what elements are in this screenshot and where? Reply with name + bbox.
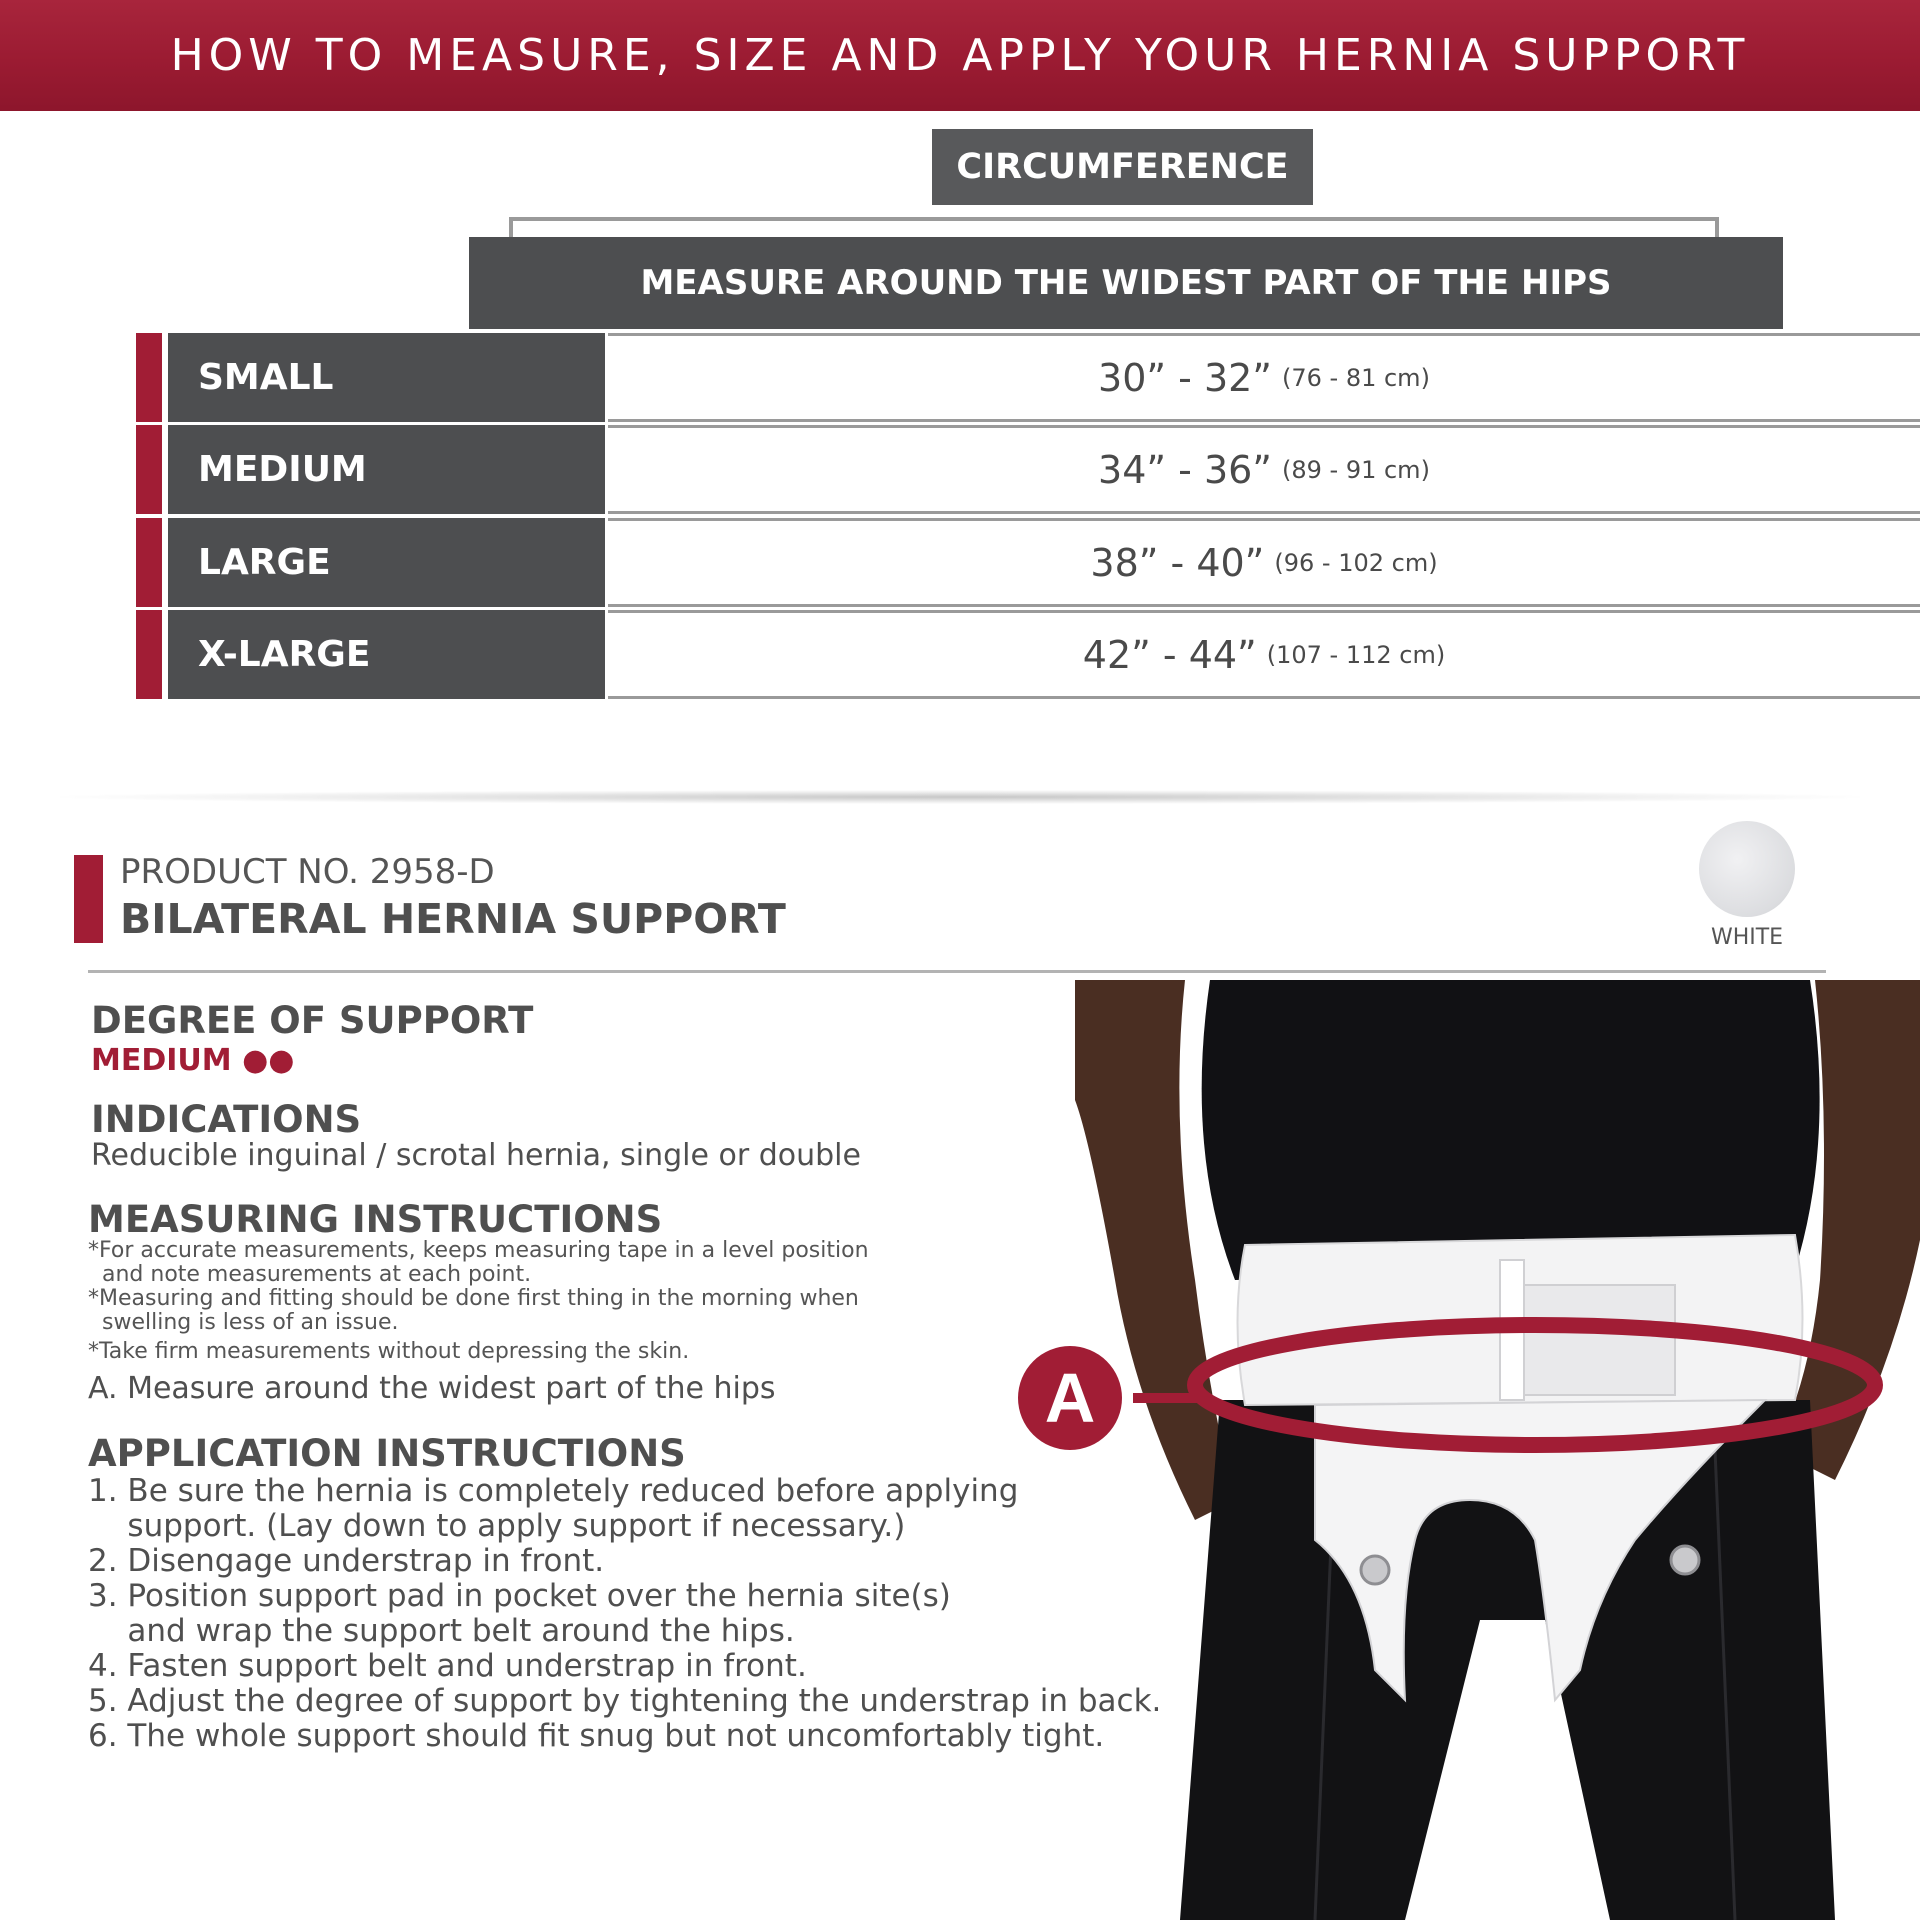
range-inches: 38” - 40” [1090, 540, 1265, 585]
application-step: 5. Adjust the degree of support by tightening the understrap in back. [88, 1683, 1162, 1719]
measuring-step-a: A. Measure around the widest part of the hips [88, 1371, 776, 1406]
product-name: BILATERAL HERNIA SUPPORT [120, 895, 786, 943]
size-row-large [136, 518, 1786, 607]
indications-heading: INDICATIONS [91, 1098, 362, 1141]
application-step: 1. Be sure the hernia is completely reduced before applying [88, 1473, 1019, 1509]
top-banner [0, 0, 1920, 111]
product-accent-bar [74, 855, 103, 943]
row-accent [136, 333, 162, 422]
measure-marker-label: A [1044, 1359, 1096, 1437]
degree-value: MEDIUM ●● [91, 1043, 295, 1078]
size-range [608, 518, 1920, 607]
application-heading: APPLICATION INSTRUCTIONS [88, 1432, 686, 1475]
header-bracket [509, 217, 1719, 237]
measuring-note: and note measurements at each point. [88, 1262, 532, 1287]
application-step: and wrap the support belt around the hips. [88, 1613, 795, 1649]
banner-title: HOW TO MEASURE, SIZE AND APPLY YOUR HERNIA SUPPORT [170, 30, 1750, 81]
application-step: support. (Lay down to apply support if necessary.) [88, 1508, 906, 1544]
size-range [608, 610, 1920, 699]
size-row-small [136, 333, 1786, 422]
measuring-note: swelling is less of an issue. [88, 1310, 399, 1335]
measuring-heading: MEASURING INSTRUCTIONS [88, 1198, 663, 1241]
range-cm: (107 - 112 cm) [1266, 640, 1446, 669]
range-inches: 42” - 44” [1082, 632, 1257, 677]
application-step: 2. Disengage understrap in front. [88, 1543, 605, 1579]
application-step: 6. The whole support should fit snug but not uncomfortably tight. [88, 1718, 1105, 1754]
measuring-note: *Measuring and fitting should be done first thing in the morning when [88, 1286, 859, 1311]
color-swatch-white[interactable] [1699, 821, 1795, 917]
degree-heading: DEGREE OF SUPPORT [91, 999, 534, 1042]
measuring-note: *Take firm measurements without depressing the skin. [88, 1339, 690, 1364]
size-label: MEDIUM [168, 425, 605, 514]
row-accent [136, 610, 162, 699]
size-label: X-LARGE [168, 610, 605, 699]
product-photo [995, 980, 1920, 1920]
section-divider [60, 790, 1860, 804]
row-accent [136, 518, 162, 607]
size-range [608, 333, 1920, 422]
size-label: LARGE [168, 518, 605, 607]
size-row-medium [136, 425, 1786, 514]
row-accent [136, 425, 162, 514]
product-divider [88, 970, 1826, 973]
range-inches: 34” - 36” [1098, 447, 1272, 492]
measure-column-header: MEASURE AROUND THE WIDEST PART OF THE HIPS [469, 237, 1783, 329]
range-cm: (76 - 81 cm) [1282, 363, 1430, 392]
size-row-xlarge [136, 610, 1786, 699]
application-step: 3. Position support pad in pocket over the hernia site(s) [88, 1578, 951, 1614]
range-cm: (89 - 91 cm) [1282, 455, 1430, 484]
measuring-note: *For accurate measurements, keeps measuring tape in a level position [88, 1238, 869, 1263]
color-swatch-label: WHITE [1710, 925, 1784, 950]
size-range [608, 425, 1920, 514]
circumference-label: CIRCUMFERENCE [932, 129, 1313, 205]
application-step: 4. Fasten support belt and understrap in front. [88, 1648, 807, 1684]
size-label: SMALL [168, 333, 605, 422]
product-number: PRODUCT NO. 2958-D [120, 852, 495, 892]
indications-text: Reducible inguinal / scrotal hernia, single or double [91, 1138, 861, 1173]
range-inches: 30” - 32” [1098, 355, 1272, 400]
range-cm: (96 - 102 cm) [1274, 548, 1438, 577]
